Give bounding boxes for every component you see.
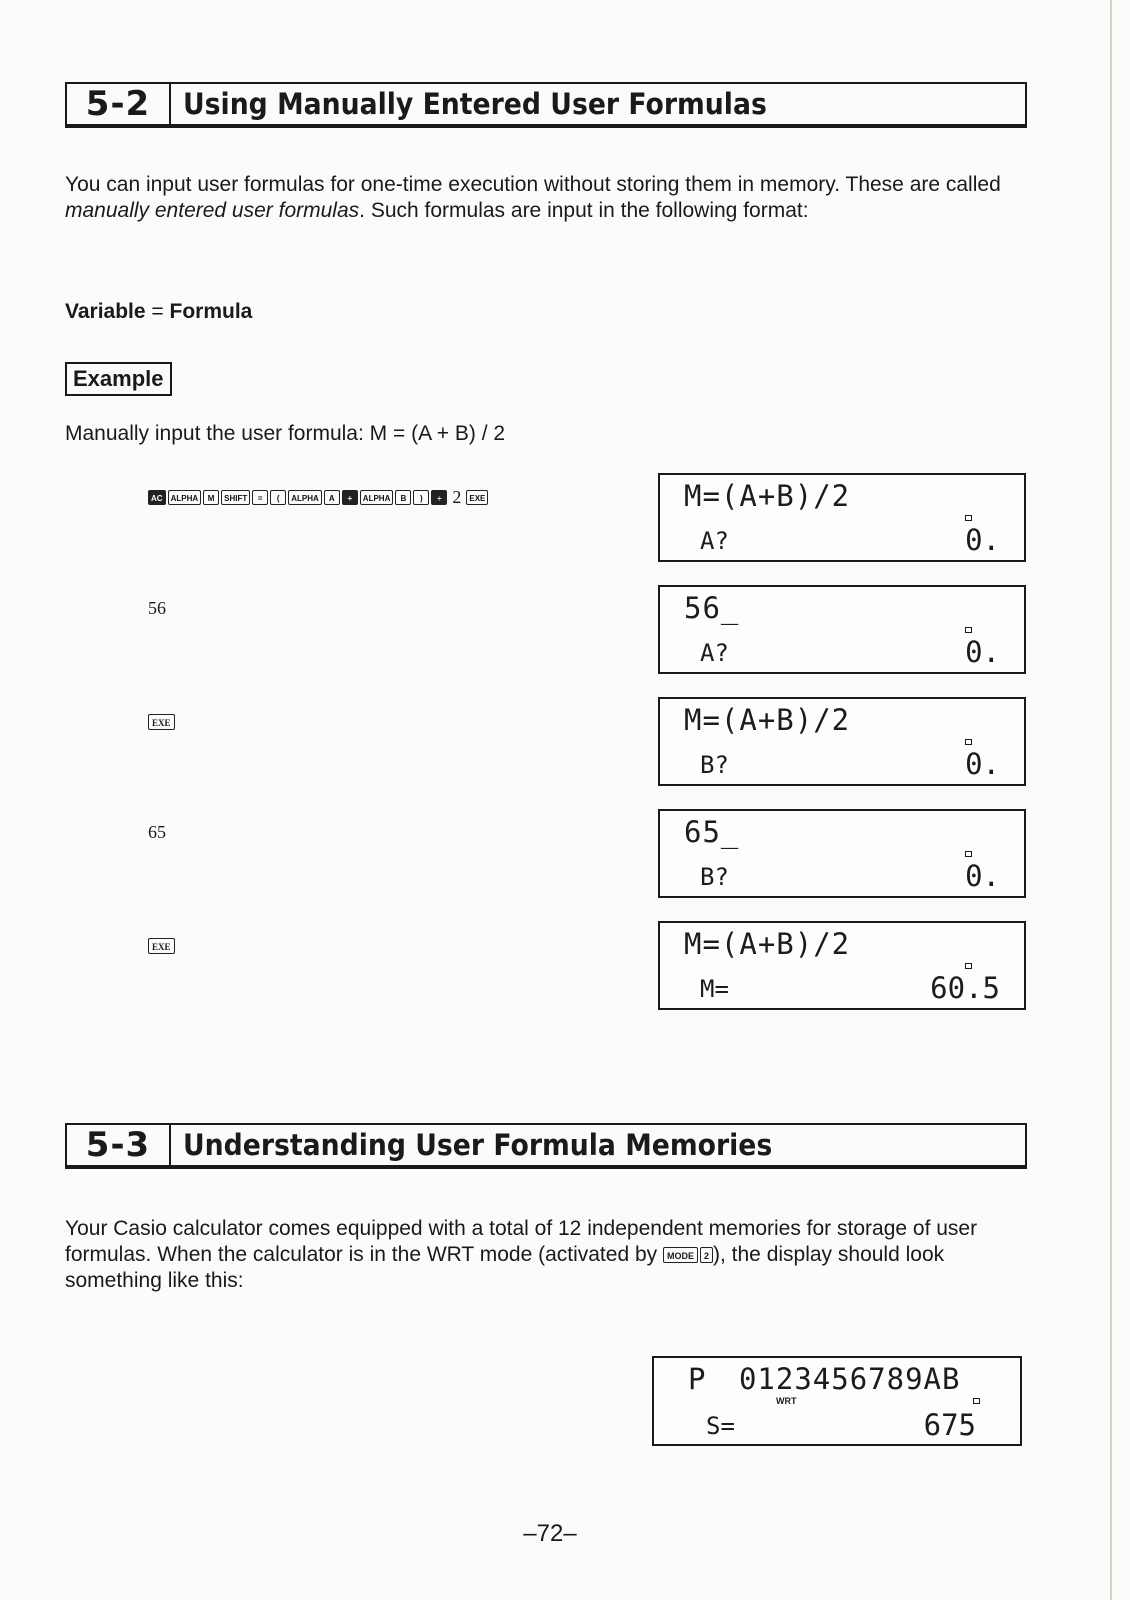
para-text-1: Your Casio calculator comes equipped with a total of 12 independent memories for storage of user formulas. When the calculator is in the WRT mode (activated by [65,1217,978,1266]
section-title: Understanding User Formula Memories [183,1128,773,1162]
key-open-paren: ( [270,490,286,505]
format-formula: Formula [169,300,253,323]
lcd-formula: M=(A+B)/2 [684,703,851,737]
lcd-display [658,473,1026,562]
lcd-prompt: M= [700,975,729,1003]
lcd-display [658,585,1026,674]
page-edge-line [1110,0,1112,1600]
key-alpha: ALPHA [288,490,322,505]
mode-key: MODE [663,1247,698,1263]
section-number: 5-3 [67,1125,171,1165]
lcd-indicator-icon [965,515,972,521]
lcd-value: 0. [965,635,1000,669]
intro-text-2: . Such formulas are input in the following format: [359,199,809,222]
lcd-value: 0. [965,859,1000,893]
key-m: M [203,490,219,505]
key-b: B [395,490,411,505]
format-variable: Variable [65,300,146,323]
key-close-paren: ) [413,490,429,505]
key-equals: = [252,490,268,505]
lcd-indicator-icon [965,627,972,633]
lcd-value: 60.5 [930,971,1000,1005]
format-equals: = [145,300,170,323]
key-ac: AC [148,490,166,505]
section-number: 5-2 [67,84,171,124]
lcd-display [658,809,1026,898]
exe-key: EXE [148,938,175,954]
key-plus: + [342,490,358,505]
example-description: Manually input the user formula: M = (A + B) / 2 [65,422,506,445]
step-input-exe [148,934,175,955]
lcd-value: 0. [965,747,1000,781]
lcd-p-label: P [688,1362,707,1396]
lcd-wrt-top [688,1362,960,1396]
section-5-3-paragraph [65,1216,1025,1294]
format-line [65,300,252,324]
lcd-prompt: A? [700,527,729,555]
lcd-program-digits: 0123456789AB [738,1362,961,1396]
lcd-formula: M=(A+B)/2 [684,479,851,513]
lcd-value: 675 [923,1408,976,1442]
step-input-exe [148,710,175,731]
key-sequence [148,488,488,506]
section-header-5-2 [65,82,1027,128]
lcd-indicator-icon [965,963,972,969]
lcd-display [658,697,1026,786]
key-shift: SHIFT [221,490,250,505]
key-alpha: ALPHA [360,490,394,505]
lcd-prompt: B? [700,751,729,779]
intro-paragraph [65,172,1025,224]
lcd-wrt-indicator: WRT [776,1396,797,1406]
lcd-wrt-display [652,1356,1022,1446]
key-exe: EXE [466,490,488,505]
key-a: A [324,490,340,505]
exe-key: EXE [148,714,175,730]
key-divide: ÷ [431,490,447,505]
lcd-prompt: B? [700,863,729,891]
lcd-formula: M=(A+B)/2 [684,927,851,961]
step-input-65: 65 [148,822,166,842]
lcd-display [658,921,1026,1010]
intro-text-1: You can input user formulas for one-time execution without storing them in memory. These are called [65,173,1001,196]
page-number: –72– [523,1520,577,1547]
key-alpha: ALPHA [168,490,202,505]
step-input-56: 56 [148,598,166,618]
lcd-indicator-icon [973,1398,980,1404]
lcd-formula: 65_ [684,815,740,849]
para-text-2: ), the display should look something like this: [65,1243,945,1292]
lcd-formula: 56_ [684,591,740,625]
lcd-prompt: A? [700,639,729,667]
intro-italic: manually entered user formulas [65,199,360,222]
example-label: Example [65,362,172,396]
section-title: Using Manually Entered User Formulas [183,87,767,121]
section-header-5-3 [65,1123,1027,1169]
lcd-indicator-icon [965,851,972,857]
lcd-value: 0. [965,523,1000,557]
key-digit-2: 2 [452,486,462,507]
digit-2-key: 2 [700,1247,713,1263]
lcd-prompt: S= [706,1412,735,1440]
lcd-indicator-icon [965,739,972,745]
